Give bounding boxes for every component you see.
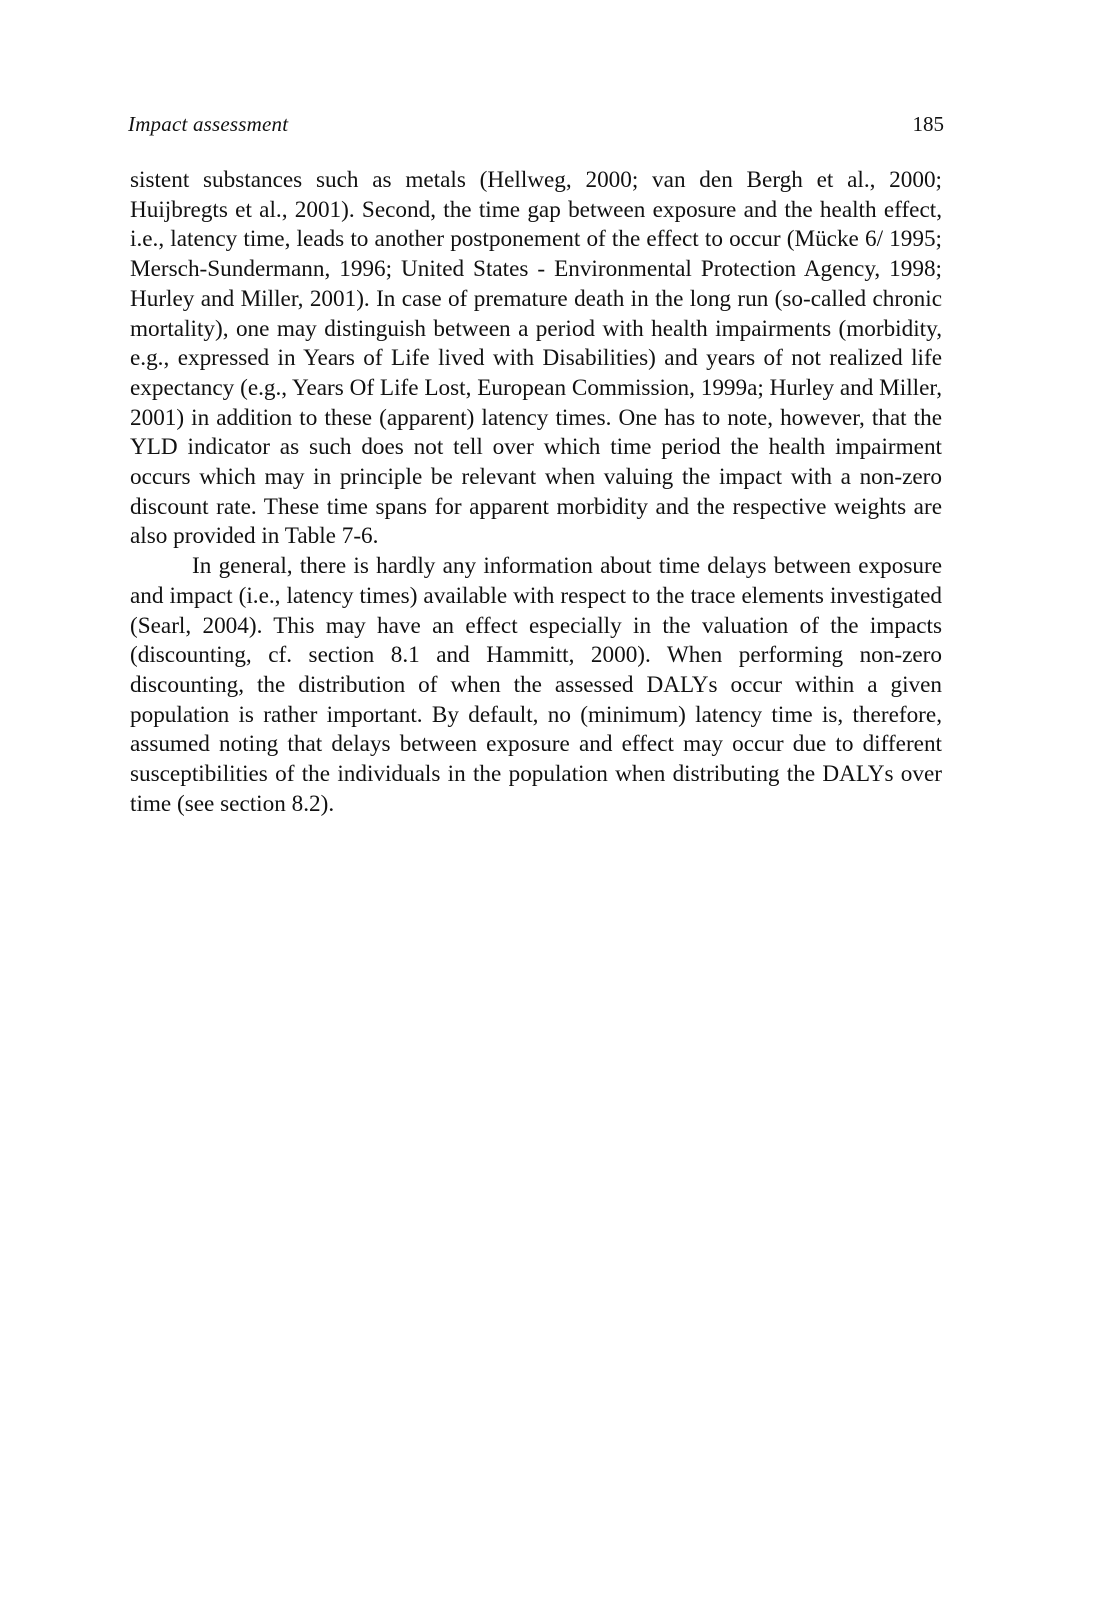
body-text — [130, 166, 942, 819]
paragraph: sistent substances such as metals (Hellweg, 2000; van den Bergh et al., 2000; Huijbregts et al., 2001). Second, the time gap between exposure and the health effect, i.e., latency time, leads to another postponement of the effect to occur (Mücke 6/ 1995; Mersch-Sundermann, 1996; United States - Environmental Protection Agency, 1998; Hurley and Miller, 2001). In case of premature death in the long run (so-called chronic mortality), one may distinguish between a period with health impairments (morbidity, e.g., expressed in Years of Life lived with Disabilities) and years of not realized life expectancy (e.g., Years Of Life Lost, European Commission, 1999a; Hurley and Miller, 2001) in addition to these (apparent) latency times. One has to note, however, that the YLD indicator as such does not tell over which time period the health impairment occurs which may in principle be relevant when valuing the impact with a non-zero discount rate. These time spans for apparent morbidity and the respective weights are also provided in Table 7-6. — [130, 167, 942, 550]
page-header — [128, 112, 944, 142]
paragraph: In general, there is hardly any information about time delays between exposure and impact (i.e., latency times) available with respect to the trace elements investigated (Searl, 2004). This may have an effect especially in the valuation of the impacts (discounting, cf. section 8.1 and Hammitt, 2000). When performing non-zero discounting, the distribution of when the assessed DALYs occur within a given population is rather important. By default, no (minimum) latency time is, therefore, assumed noting that delays between exposure and effect may occur due to different susceptibilities of the individuals in the population when distributing the DALYs over time (see section 8.2). — [130, 553, 942, 817]
running-head: Impact assessment — [128, 112, 289, 136]
page-number: 185 — [912, 112, 944, 136]
